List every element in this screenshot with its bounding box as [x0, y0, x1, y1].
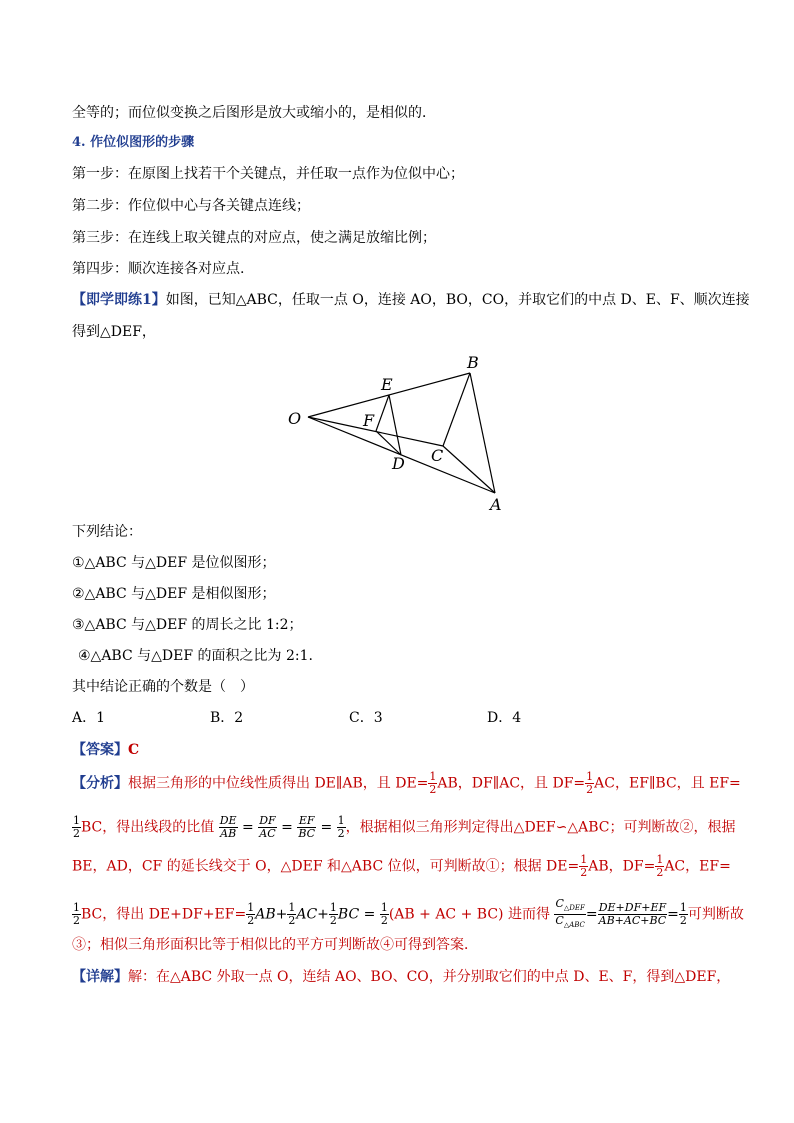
analysis-text: AB，且 DE= — [342, 775, 429, 792]
section-title: 4. 作位似图形的步骤 — [72, 135, 195, 150]
label-B: B — [467, 353, 479, 372]
label-F: F — [363, 411, 375, 430]
fraction-de-ab: $\frac{DE}{AB}$ — [219, 814, 237, 840]
conclusion-4: ④△ABC 与△DEF 的面积之比为 2:1. — [78, 648, 313, 664]
analysis-text: AB+ — [255, 906, 288, 923]
answer-line — [72, 740, 139, 760]
label-O: O — [288, 409, 302, 428]
fraction-half: $\frac{1}{2}$ — [380, 901, 388, 928]
line-BA — [470, 373, 495, 493]
analysis-text: BC，且 EF= — [655, 775, 741, 792]
analysis-text: AC，且 DF= — [499, 775, 586, 792]
fraction-half: $\frac{1}{2}$ — [429, 770, 437, 796]
option-b[interactable]: B．2 — [210, 710, 244, 726]
fraction-half: $\frac{1}{2}$ — [656, 853, 664, 879]
analysis-text: BC，得出线段的比值 — [81, 819, 215, 836]
option-d[interactable]: D．4 — [487, 710, 522, 726]
analysis-text: 可判断故 — [687, 906, 744, 923]
line-EF — [376, 395, 389, 431]
detail-tag: 【详解】 — [72, 969, 128, 985]
analysis-line-5: ③；相似三角形面积比等于相似比的平方可判断故④可得到答案． — [72, 937, 478, 953]
fraction-perimeter-ratio: $\frac{C_{\triangle DEF}}{C_{\triangle ABC}}$ — [555, 897, 585, 930]
step-2: 第二步：作位似中心与各关键点连线； — [72, 198, 310, 214]
geometry-figure — [280, 348, 520, 513]
conclusion-2: ②△ABC 与△DEF 是相似图形； — [72, 586, 276, 602]
line-BC — [443, 373, 470, 446]
analysis-text: AC+ — [296, 906, 329, 923]
fraction-ef-bc: $\frac{EF}{BC}$ — [298, 814, 316, 840]
label-A: A — [490, 495, 502, 513]
fraction-half: $\frac{1}{2}$ — [586, 770, 594, 796]
answer-tag: 【答案】 — [72, 742, 128, 758]
question-line: 其中结论正确的个数是（ ） — [72, 679, 254, 695]
fraction-df-ac: $\frac{DF}{AC}$ — [259, 814, 276, 840]
fraction-half: $\frac{1}{2}$ — [247, 901, 255, 928]
step-3: 第三步：在连线上取关键点的对应点，使之满足放缩比例； — [72, 230, 436, 246]
analysis-text: (AB + AC + BC) 进而得 — [388, 906, 550, 923]
analysis-line-4: $\frac{1}{2}$ BC，得出 DE+DF+EF= $\frac{1}{2}$ AB+ $\frac{1}{2}$ AC+ $\frac{1}{2}$ BC = $\frac{1}{2}$ (AB + AC + BC) 进而得 $\frac{C_{\triangle DEF}}{C_{\triangle ABC}}$ = $\frac{DE+DF+EF}{AB+AC+BC}$ = $\frac{1}{2}$ 可判断故 — [73, 897, 744, 930]
fraction-half: $\frac{1}{2}$ — [73, 814, 80, 840]
fraction-half: $\frac{1}{2}$ — [329, 901, 337, 928]
fraction-perimeter-sum: $\frac{DE+DF+EF}{AB+AC+BC}$ — [598, 901, 667, 928]
fraction-half: $\frac{1}{2}$ — [73, 901, 80, 928]
intro-line: 全等的；而位似变换之后图形是放大或缩小的，是相似的． — [72, 105, 436, 121]
exercise-line-2: 得到△DEF， — [72, 324, 156, 340]
exercise-tag: 【即学即练1】 — [72, 292, 166, 308]
analysis-text: 根据三角形的中位线性质得出 DE — [128, 775, 336, 792]
analysis-text: AC，EF — [594, 775, 649, 792]
analysis-text: BC，得出 DE+DF+EF= — [81, 906, 247, 923]
analysis-line-3 — [72, 854, 731, 879]
step-4: 第四步：顺次连接各对应点. — [72, 261, 245, 277]
label-D: D — [392, 454, 405, 473]
detail-text: 解：在△ABC 外取一点 O，连结 AO、BO、CO，并分别取它们的中点 D、E、F，得到△DEF， — [128, 969, 731, 985]
detail-line — [72, 967, 730, 987]
exercise-line-1 — [72, 290, 750, 310]
label-C: C — [431, 446, 444, 465]
fraction-half: $\frac{1}{2}$ — [337, 814, 345, 840]
step-1: 第一步：在原图上找若干个关键点，并任取一点作为位似中心； — [72, 166, 464, 182]
analysis-text: BC = — [337, 906, 376, 923]
line-OC — [308, 417, 443, 446]
analysis-text: AB，DF — [437, 775, 493, 792]
option-c[interactable]: C．3 — [349, 710, 383, 726]
fraction-half: $\frac{1}{2}$ — [580, 853, 588, 879]
analysis-line-2: $\frac{1}{2}$ BC，得出线段的比值 $\frac{DE}{AB}$ = $\frac{DF}{AC}$ = $\frac{EF}{BC}$ = $\frac{1}{2}$ ，根据相似三角形判定得出△DEF∽△ABC；可判断故②，根据 — [73, 814, 736, 840]
analysis-tag: 【分析】 — [72, 775, 128, 792]
analysis-text: BE，AD，CF 的延长线交于 O，△DEF 和△ABC 位似，可判断故①；根据 DE= — [72, 858, 580, 875]
conclusion-1: ①△ABC 与△DEF 是位似图形； — [72, 555, 276, 571]
exercise-text-1: 如图，已知△ABC，任取一点 O，连接 AO，BO，CO，并取它们的中点 D、E、F、顺次连接 — [165, 292, 750, 308]
analysis-line-1: 【分析】根据三角形的中位线性质得出 DE∥AB，且 DE= $\frac{1}{2}$ AB，DF∥AC，且 DF= $\frac{1}{2}$ AC，EF∥BC，且 EF= — [72, 770, 741, 796]
analysis-text: AB，DF= — [588, 858, 656, 875]
analysis-text: AC，EF= — [664, 858, 731, 875]
conclusion-3: ③△ABC 与△DEF 的周长之比 1:2； — [72, 617, 303, 633]
answer-value: C — [128, 742, 140, 758]
fraction-half: $\frac{1}{2}$ — [288, 901, 296, 928]
fraction-half: $\frac{1}{2}$ — [679, 901, 687, 928]
analysis-text: ，根据相似三角形判定得出△DEF∽△ABC；可判断故②，根据 — [345, 819, 736, 836]
label-E: E — [381, 375, 393, 394]
conclusions-title: 下列结论： — [72, 524, 142, 540]
option-a[interactable]: A．1 — [72, 710, 106, 726]
